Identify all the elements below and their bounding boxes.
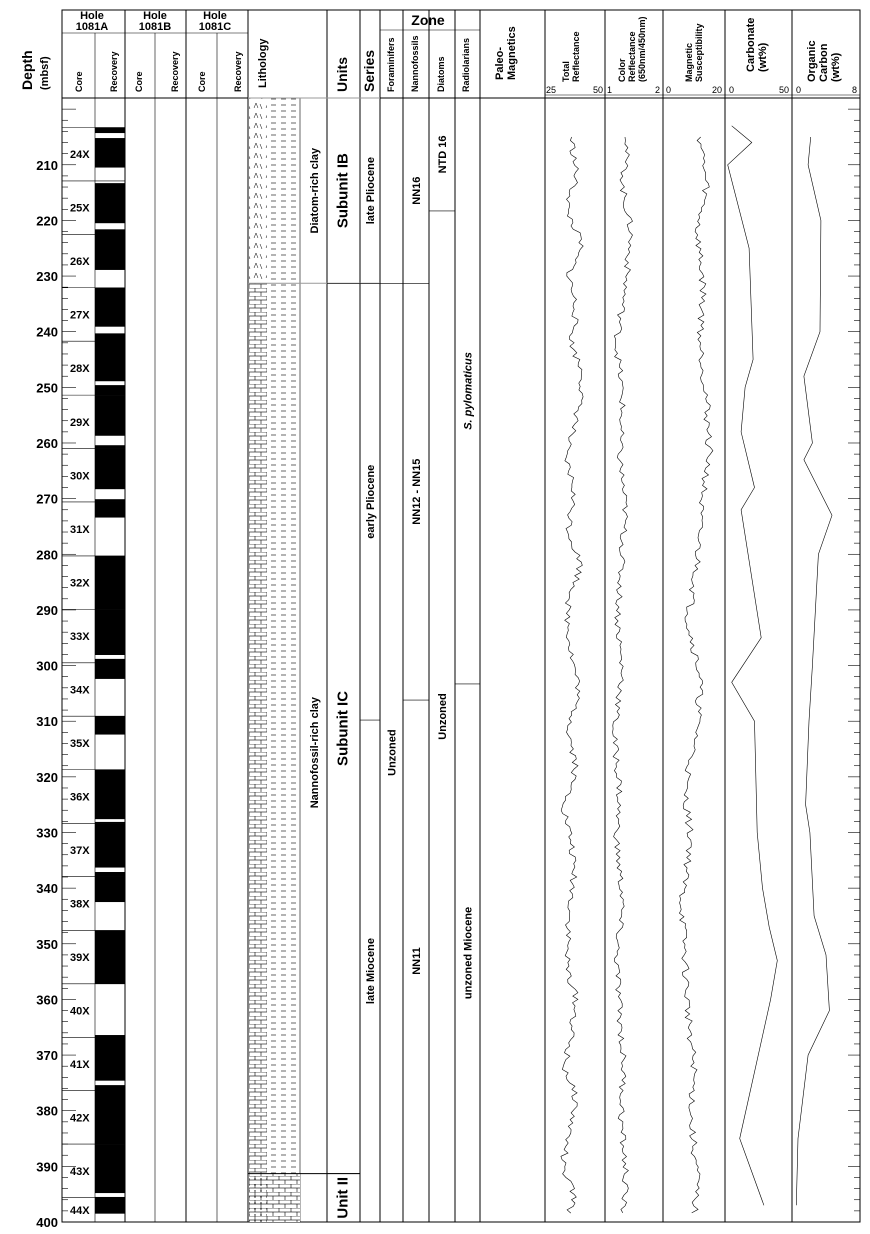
core-label: 42X: [70, 1112, 90, 1125]
lithology-clay-pattern: [267, 98, 300, 283]
recovered-interval: [95, 234, 125, 270]
units-header: Units: [334, 57, 350, 92]
hole-c-core-label: Core: [197, 71, 207, 92]
susceptibility-header-1: Magnetic: [684, 42, 694, 82]
recovered-interval: [95, 716, 125, 734]
depth-tick-label: 340: [36, 881, 58, 897]
depth-tick-label: 240: [36, 324, 58, 340]
hole-b-id: 1081B: [138, 21, 172, 33]
recovered-interval: [95, 341, 125, 381]
core-label: 24X: [70, 149, 90, 162]
recovered-interval: [95, 1037, 125, 1080]
recovered-interval: [95, 1144, 125, 1193]
color-reflectance-curve: [613, 137, 633, 1213]
organic-header-1: Organic: [806, 40, 818, 82]
reflectance-header-1: Total: [561, 61, 571, 82]
hole-c-id: 1081C: [198, 21, 232, 33]
core-recovery-column: [62, 127, 125, 1216]
radiolarian-zone-label: S. pylomaticus: [462, 352, 475, 430]
core-label: 32X: [70, 577, 90, 590]
zone-radiolarians-header: Radiolarians: [461, 37, 471, 92]
recovered-interval: [95, 138, 125, 167]
color-header-3: (650nm/450nm): [637, 16, 647, 82]
lithology-clay-pattern: [267, 283, 300, 1222]
depth-tick-label: 260: [36, 435, 58, 451]
carbonate-curve: [728, 126, 778, 1206]
depth-title: Depth: [19, 50, 35, 90]
reflectance-scale-min: 25: [546, 85, 557, 95]
core-label: 37X: [70, 845, 90, 858]
depth-tick-label: 270: [36, 491, 58, 507]
outer-frame: [62, 10, 860, 1222]
recovered-interval: [95, 449, 125, 490]
color-header-2: Reflectance: [627, 31, 637, 82]
zone-foraminifers-header: Foraminifers: [386, 37, 396, 92]
organic-header-3: (wt%): [830, 52, 842, 82]
core-label: 31X: [70, 523, 90, 536]
recovered-interval: [95, 385, 125, 395]
core-label: 40X: [70, 1005, 90, 1018]
recovered-interval: [95, 556, 125, 609]
unit-label: Subunit IC: [334, 690, 352, 766]
recovered-interval: [95, 609, 125, 655]
core-label: 34X: [70, 684, 90, 697]
recovered-interval: [95, 127, 125, 133]
core-label: 39X: [70, 952, 90, 965]
recovered-interval: [95, 663, 125, 679]
carbonate-header-1: Carbonate: [745, 17, 757, 72]
depth-tick-label: 400: [36, 1215, 58, 1230]
unit-label: Subunit IB: [334, 153, 352, 229]
nannofossil-zone-label: NN12 - NN15: [411, 458, 423, 525]
depth-tick-label: 300: [36, 658, 58, 674]
hole-a-recovery-label: Recovery: [109, 51, 119, 92]
lithology-unit2-chalk: [267, 1174, 300, 1222]
series-label: late Pliocene: [365, 157, 377, 225]
recovered-interval: [95, 930, 125, 983]
depth-tick-label: 320: [36, 769, 58, 785]
lithology-label: Nannofossil-rich clay: [309, 697, 321, 809]
carbonate-scale-max: 50: [779, 85, 790, 95]
core-label: 25X: [70, 202, 90, 215]
series-label: late Miocene: [365, 938, 377, 1005]
color-scale-min: 1: [607, 85, 613, 95]
organic-scale-min: 0: [796, 85, 802, 95]
core-label: 43X: [70, 1165, 90, 1178]
recovered-interval: [95, 333, 125, 341]
color-scale-max: 2: [655, 85, 661, 95]
reflectance-header-2: Reflectance: [571, 31, 581, 82]
recovered-interval: [95, 1035, 125, 1037]
susceptibility-header-2: Susceptibility: [694, 23, 704, 82]
nannofossil-zone-label: NN16: [411, 176, 423, 205]
core-label: 41X: [70, 1058, 90, 1071]
hole-c-name: Hole: [203, 10, 227, 22]
organic-header-2: Carbon: [818, 43, 830, 82]
recovered-interval: [95, 499, 125, 502]
recovered-interval: [95, 445, 125, 448]
recovered-interval: [95, 876, 125, 902]
depth-tick-label: 330: [36, 825, 58, 841]
core-label: 26X: [70, 256, 90, 269]
depth-tick-label: 390: [36, 1159, 58, 1175]
depth-tick-label: 370: [36, 1048, 58, 1064]
series-label: early Pliocene: [365, 464, 377, 539]
color-header-1: Color: [617, 58, 627, 82]
hole-b-core-label: Core: [134, 71, 144, 92]
reflectance-scale-max: 50: [593, 85, 604, 95]
recovered-interval: [95, 395, 125, 436]
nannofossil-zone-label: NN11: [411, 947, 423, 975]
organic-scale-max: 8: [852, 85, 858, 95]
core-label: 29X: [70, 416, 90, 429]
depth-tick-label: 210: [36, 157, 58, 173]
recovered-interval: [95, 872, 125, 876]
depth-tick-label: 310: [36, 714, 58, 730]
depth-tick-label: 380: [36, 1103, 58, 1119]
recovered-interval: [95, 183, 125, 223]
recovered-interval: [95, 659, 125, 663]
paleomag-header-1: Paleo-: [494, 46, 506, 80]
recovered-interval: [95, 229, 125, 234]
core-label: 30X: [70, 470, 90, 483]
depth-tick-label: 360: [36, 992, 58, 1008]
hole-a-core-label: Core: [74, 71, 84, 92]
lithology-nanno-pattern: [249, 283, 267, 1222]
header-row: [19, 10, 857, 95]
zone-nannofossils-header: Nannofossils: [410, 35, 420, 92]
susceptibility-scale-min: 0: [666, 85, 672, 95]
diatom-zone-label: Unzoned: [437, 693, 449, 740]
recovered-interval: [95, 1198, 125, 1214]
carbonate-scale-min: 0: [729, 85, 735, 95]
hole-b-recovery-label: Recovery: [170, 51, 180, 92]
paleomag-header-2: Magnetics: [506, 26, 518, 80]
depth-tick-label: 280: [36, 547, 58, 563]
core-label: 28X: [70, 363, 90, 376]
depth-tick-label: 350: [36, 936, 58, 952]
core-label: 33X: [70, 631, 90, 644]
hole-c-recovery-label: Recovery: [233, 51, 243, 92]
hole-a-id: 1081A: [75, 21, 109, 33]
recovered-interval: [95, 770, 125, 820]
column-grid: [62, 10, 860, 1222]
recovered-interval: [95, 824, 125, 868]
magnetic-susceptibility-curve: [679, 137, 713, 1213]
core-label: 44X: [70, 1204, 90, 1217]
hole-a-name: Hole: [80, 10, 104, 22]
recovered-interval: [95, 288, 125, 327]
organic-carbon-curve: [796, 137, 832, 1205]
depth-unit: (mbsf): [39, 56, 51, 90]
depth-tick-label: 230: [36, 269, 58, 285]
depth-tick-label: 220: [36, 213, 58, 229]
hole-b-name: Hole: [143, 10, 167, 22]
susceptibility-scale-max: 20: [712, 85, 723, 95]
core-label: 36X: [70, 791, 90, 804]
lithology-label: Diatom-rich clay: [309, 147, 321, 234]
recovered-interval: [95, 1091, 125, 1144]
lithology-diatom-pattern: [249, 98, 267, 283]
recovered-interval: [95, 1085, 125, 1091]
depth-tick-label: 290: [36, 602, 58, 618]
radiolarian-zone-label: unzoned Miocene: [462, 906, 475, 1000]
core-label: 27X: [70, 309, 90, 322]
lithology-unit2-pattern: [249, 1174, 267, 1222]
diatom-zone-label: NTD 16: [437, 135, 449, 174]
lithology-header: Lithology: [257, 38, 269, 88]
unit-label: Unit II: [334, 1176, 352, 1219]
foraminifer-zone-label: Unzoned: [386, 729, 399, 776]
zone-header: Zone: [411, 12, 445, 28]
series-header: Series: [361, 49, 377, 92]
carbonate-header-2: (wt%): [757, 42, 769, 72]
data-traces: [561, 126, 832, 1213]
depth-tick-label: 250: [36, 380, 58, 396]
core-label: 38X: [70, 898, 90, 911]
total-reflectance-curve: [561, 137, 583, 1213]
core-label: 35X: [70, 737, 90, 750]
zone-diatoms-header: Diatoms: [436, 56, 446, 92]
recovered-interval: [95, 502, 125, 518]
